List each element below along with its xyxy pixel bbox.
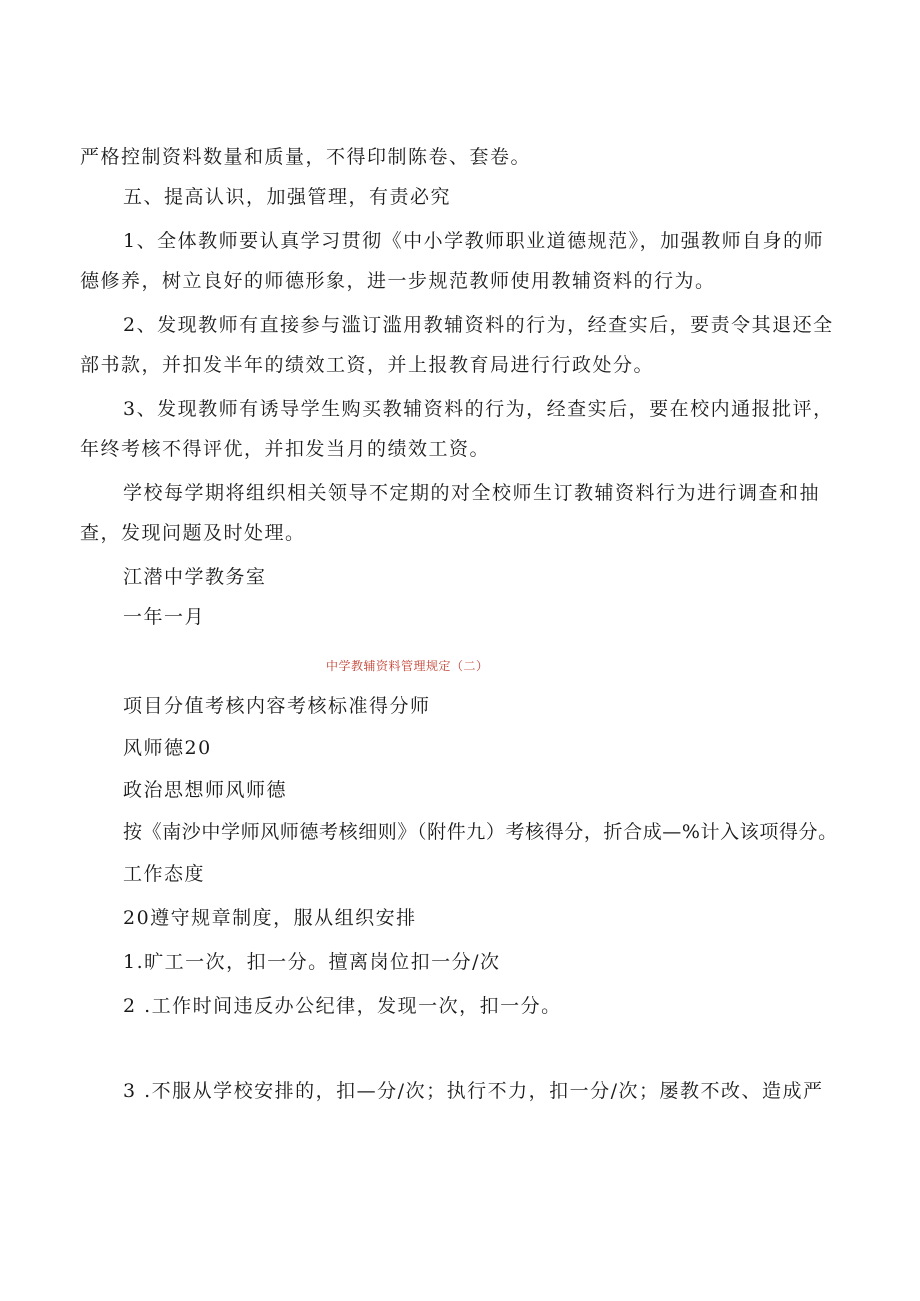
document-subtitle: 中学教辅资料管理规定（二） (326, 659, 489, 673)
paragraph-line: 1、全体教师要认真学习贯彻《中小学教师职业道德规范》，加强教师自身的师 (123, 230, 825, 252)
paragraph-line: 部书款，并扣发半年的绩效工资，并上报教育局进行行政处分。 (80, 354, 655, 376)
paragraph-line: 德修养，树立良好的师德形象，进一步规范教师使用教辅资料的行为。 (80, 270, 716, 292)
paragraph-line: 2、发现教师有直接参与滥订滥用教辅资料的行为，经查实后，要责令其退还全 (123, 314, 834, 336)
table-line: 政治思想师风师德 (123, 779, 288, 801)
paragraph-line: 查，发现问题及时处理。 (80, 522, 306, 544)
paragraph-line: 学校每学期将组织相关领导不定期的对全校师生订教辅资料行为进行调查和抽 (123, 482, 821, 504)
signature-office: 江潜中学教务室 (123, 566, 267, 588)
paragraph-line: 年终考核不得评优，并扣发当月的绩效工资。 (80, 438, 491, 460)
section-heading: 五、提高认识，加强管理，有责必究 (123, 186, 452, 208)
paragraph-line: 严格控制资料数量和质量，不得印制陈卷、套卷。 (80, 146, 532, 168)
table-line: 按《南沙中学师风师德考核细则》（附件九）考核得分，折合成—%计入该项得分。 (123, 821, 838, 843)
table-line: 2 .工作时间违反办公纪律，发现一次，扣一分。 (123, 995, 562, 1017)
table-line: 3 .不服从学校安排的，扣—分/次；执行不力，扣一分/次；屡教不改、造成严 (123, 1080, 824, 1102)
table-line: 1.旷工一次，扣一分。擅离岗位扣一分/次 (123, 951, 501, 973)
table-header-line: 项目分值考核内容考核标准得分师 (123, 695, 431, 717)
table-line: 风师德20 (123, 737, 212, 759)
paragraph-line: 3、发现教师有诱导学生购买教辅资料的行为，经查实后，要在校内通报批评， (123, 398, 834, 420)
signature-date: 一年一月 (123, 606, 206, 628)
table-line: 20遵守规章制度，服从组织安排 (123, 907, 417, 929)
table-line: 工作态度 (123, 863, 206, 885)
